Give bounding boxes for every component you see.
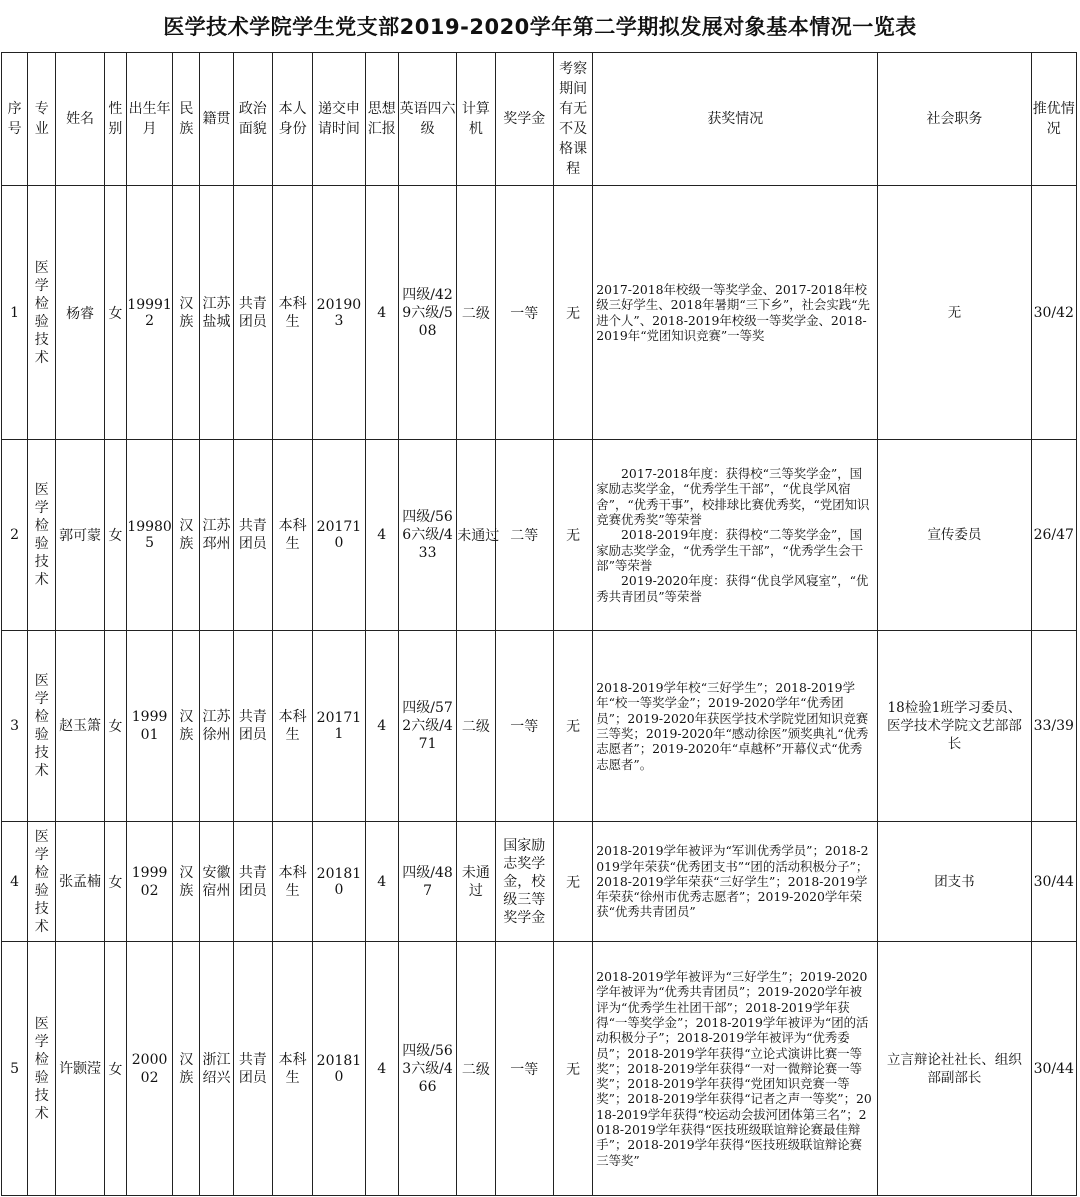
cell-social-role: 团支书 — [878, 822, 1031, 942]
cell-seq: 2 — [2, 440, 28, 631]
cell-birth: 199912 — [126, 186, 172, 440]
cell-thought: 4 — [365, 186, 398, 440]
cell-recommendation: 30/44 — [1031, 822, 1077, 942]
cell-gender: 女 — [104, 631, 126, 822]
cell-identity: 本科生 — [272, 440, 312, 631]
cell-failed-course: 无 — [553, 822, 592, 942]
cell-major: 医学检验技术 — [28, 822, 56, 942]
cell-ethnicity: 汉族 — [173, 186, 200, 440]
header-thought: 思想汇报 — [365, 53, 398, 186]
cell-political: 共青团员 — [233, 822, 272, 942]
header-scholarship: 奖学金 — [495, 53, 553, 186]
header-social-role: 社会职务 — [878, 53, 1031, 186]
cell-ethnicity: 汉族 — [173, 942, 200, 1196]
cell-english: 四级/563六级/466 — [398, 942, 456, 1196]
cell-failed-course: 无 — [553, 942, 592, 1196]
cell-computer: 二级 — [457, 631, 495, 822]
table-row — [2, 186, 1077, 440]
header-row — [2, 53, 1077, 186]
cell-awards: 2018-2019学年被评为“军训优秀学员”；2018-2019学年荣获“优秀团支书”“团的活动积极分子”；2018-2019学年荣获“三好学生”；2018-2019学年荣获“徐州市优秀志愿者”；2019-2020学年荣获“优秀共青团员” — [593, 822, 878, 942]
cell-identity: 本科生 — [272, 822, 312, 942]
cell-political: 共青团员 — [233, 186, 272, 440]
header-application: 递交申请时间 — [313, 53, 365, 186]
cell-major: 医学检验技术 — [28, 942, 56, 1196]
header-computer: 计算机 — [457, 53, 495, 186]
cell-seq: 4 — [2, 822, 28, 942]
header-origin: 籍贯 — [200, 53, 233, 186]
cell-computer: 二级 — [457, 942, 495, 1196]
cell-scholarship: 二等 — [495, 440, 553, 631]
cell-birth: 199901 — [126, 631, 172, 822]
development-candidates-table — [1, 52, 1077, 1196]
table-row — [2, 440, 1077, 631]
cell-computer: 二级 — [457, 186, 495, 440]
cell-recommendation: 26/47 — [1031, 440, 1077, 631]
header-birth: 出生年月 — [126, 53, 172, 186]
cell-political: 共青团员 — [233, 631, 272, 822]
header-gender: 性别 — [104, 53, 126, 186]
cell-awards: 2017-2018年校级一等奖学金、2017-2018年校级三好学生、2018年暑期“三下乡”，社会实践“先进个人”、2018-2019年校级一等奖学金、2018-2019年“党团知识竞赛”一等奖 — [593, 186, 878, 440]
cell-origin: 江苏徐州 — [200, 631, 233, 822]
cell-thought: 4 — [365, 942, 398, 1196]
cell-computer: 未通过 — [457, 822, 495, 942]
cell-failed-course: 无 — [553, 186, 592, 440]
cell-name: 张孟楠 — [56, 822, 104, 942]
cell-identity: 本科生 — [272, 942, 312, 1196]
table-row — [2, 822, 1077, 942]
header-seq: 序号 — [2, 53, 28, 186]
cell-recommendation: 30/42 — [1031, 186, 1077, 440]
page-title: 医学技术学院学生党支部2019-2020学年第二学期拟发展对象基本情况一览表 — [163, 15, 917, 39]
cell-ethnicity: 汉族 — [173, 631, 200, 822]
cell-identity: 本科生 — [272, 631, 312, 822]
cell-scholarship: 一等 — [495, 942, 553, 1196]
cell-gender: 女 — [104, 822, 126, 942]
header-identity: 本人身份 — [272, 53, 312, 186]
header-english: 英语四六级 — [398, 53, 456, 186]
cell-english: 四级/572六级/471 — [398, 631, 456, 822]
cell-birth: 200002 — [126, 942, 172, 1196]
cell-application: 201710 — [313, 440, 365, 631]
cell-social-role: 宣传委员 — [878, 440, 1031, 631]
cell-birth: 199902 — [126, 822, 172, 942]
cell-ethnicity: 汉族 — [173, 440, 200, 631]
cell-gender: 女 — [104, 440, 126, 631]
cell-name: 杨睿 — [56, 186, 104, 440]
cell-application: 201810 — [313, 942, 365, 1196]
cell-recommendation: 30/44 — [1031, 942, 1077, 1196]
cell-political: 共青团员 — [233, 942, 272, 1196]
cell-thought: 4 — [365, 440, 398, 631]
table-row — [2, 631, 1077, 822]
cell-social-role: 18检验1班学习委员、医学技术学院文艺部部长 — [878, 631, 1031, 822]
cell-recommendation: 33/39 — [1031, 631, 1077, 822]
award-paragraph: 2018-2019年度：获得校“二等奖学金”，国家励志奖学金，“优秀学生干部”，“优秀学生会干部”等荣誉 — [596, 527, 864, 573]
cell-origin: 江苏盐城 — [200, 186, 233, 440]
table-row — [2, 942, 1077, 1196]
cell-ethnicity: 汉族 — [173, 822, 200, 942]
cell-identity: 本科生 — [272, 186, 312, 440]
award-paragraph: 2017-2018年度：获得校“三等奖学金”，国家励志奖学金，“优秀学生干部”，“优良学风宿舍”，“优秀干事”，校排球比赛优秀奖，“党团知识竞赛优秀奖”等荣誉 — [596, 466, 870, 528]
cell-birth: 199805 — [126, 440, 172, 631]
cell-social-role: 无 — [878, 186, 1031, 440]
header-political: 政治面貌 — [233, 53, 272, 186]
cell-name: 许颢滢 — [56, 942, 104, 1196]
cell-thought: 4 — [365, 822, 398, 942]
header-name: 姓名 — [56, 53, 104, 186]
cell-major: 医学检验技术 — [28, 631, 56, 822]
cell-seq: 1 — [2, 186, 28, 440]
header-failed-course: 考察期间有无不及格课程 — [553, 53, 592, 186]
cell-seq: 3 — [2, 631, 28, 822]
cell-application: 201903 — [313, 186, 365, 440]
cell-english: 四级/566六级/433 — [398, 440, 456, 631]
cell-gender: 女 — [104, 186, 126, 440]
cell-awards: 2018-2019学年被评为“三好学生”；2019-2020学年被评为“优秀共青团员”；2019-2020学年被评为“优秀学生社团干部”；2018-2019学年获得“一等奖学金”；2018-2019学年被评为“团的活动积极分子”；2018-2019学年被评为“优秀委员”；2018-2019学年获得“立论式演讲比赛一等奖”；2018-2019学年获得“一对一微辩论赛一等奖”；2018-2019学年获得“党团知识竞赛一等奖”；2018-2019学年获得“记者之声一等奖”；2018-2019学年获得“校运动会拔河团体第三名”；2018-2019学年获得“医技班级联谊辩论赛最佳辩手”；2018-2019学年获得“医技班级联谊辩论赛三等奖” — [593, 942, 878, 1196]
cell-english: 四级/487 — [398, 822, 456, 942]
cell-computer: 未通过 — [457, 440, 495, 631]
cell-failed-course: 无 — [553, 440, 592, 631]
cell-name: 赵玉箫 — [56, 631, 104, 822]
cell-thought: 4 — [365, 631, 398, 822]
cell-name: 郭可蒙 — [56, 440, 104, 631]
cell-scholarship: 一等 — [495, 186, 553, 440]
header-awards: 获奖情况 — [593, 53, 878, 186]
cell-origin: 江苏邳州 — [200, 440, 233, 631]
cell-scholarship: 一等 — [495, 631, 553, 822]
cell-political: 共青团员 — [233, 440, 272, 631]
header-ethnicity: 民族 — [173, 53, 200, 186]
award-paragraph: 2019-2020年度：获得“优良学风寝室”，“优秀共青团员”等荣誉 — [596, 573, 869, 604]
cell-application: 201810 — [313, 822, 365, 942]
cell-major: 医学检验技术 — [28, 440, 56, 631]
header-recommendation: 推优情况 — [1031, 53, 1077, 186]
cell-failed-course: 无 — [553, 631, 592, 822]
cell-origin: 安徽宿州 — [200, 822, 233, 942]
cell-seq: 5 — [2, 942, 28, 1196]
cell-gender: 女 — [104, 942, 126, 1196]
cell-scholarship: 国家励志奖学金，校级三等奖学金 — [495, 822, 553, 942]
cell-awards — [593, 440, 878, 631]
cell-english: 四级/429六级/508 — [398, 186, 456, 440]
cell-awards: 2018-2019学年校“三好学生”；2018-2019学年“校一等奖学金”；2019-2020学年“优秀团员”；2019-2020年获医学技术学院党团知识竞赛三等奖；2019-2020年“感动徐医”颁奖典礼“优秀志愿者”；2019-2020年“卓越杯”开幕仪式“优秀志愿者”。 — [593, 631, 878, 822]
cell-major: 医学检验技术 — [28, 186, 56, 440]
cell-application: 201711 — [313, 631, 365, 822]
header-major: 专业 — [28, 53, 56, 186]
cell-social-role: 立言辩论社社长、组织部副部长 — [878, 942, 1031, 1196]
cell-origin: 浙江绍兴 — [200, 942, 233, 1196]
